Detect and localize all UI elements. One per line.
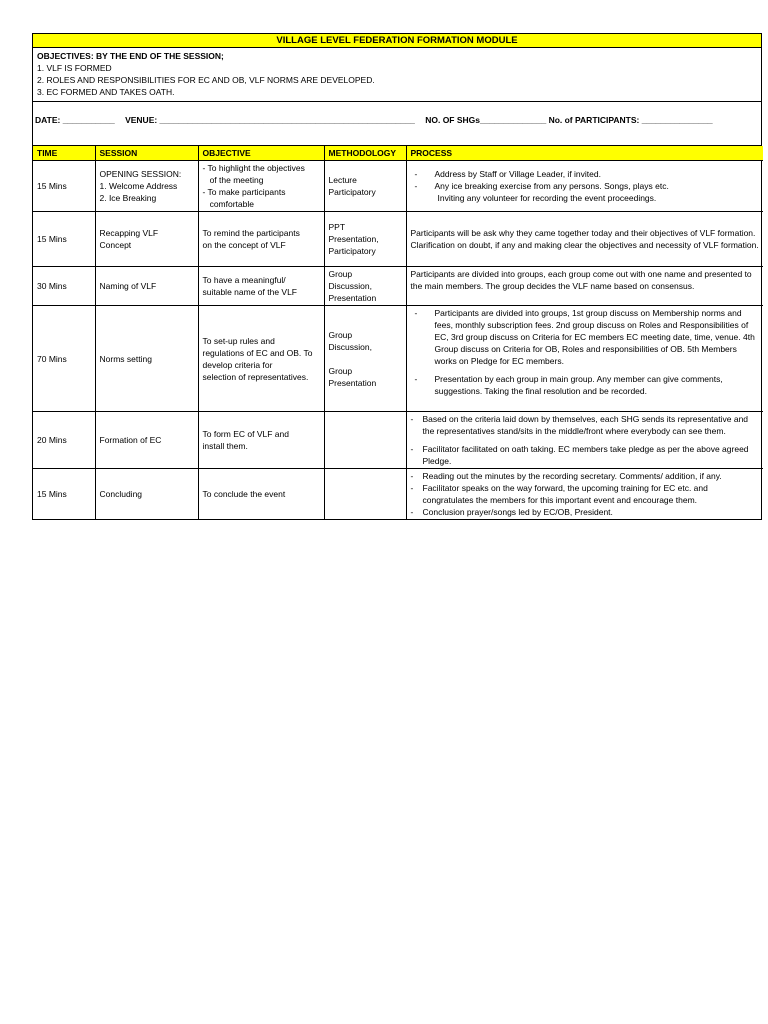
objective-line: of the meeting <box>202 175 264 185</box>
table-row <box>33 212 763 267</box>
participant-count-field: No. of PARTICIPANTS: _______________ <box>548 115 713 125</box>
table-row <box>33 412 763 469</box>
process-step <box>411 482 760 506</box>
process-step <box>411 443 760 467</box>
time-cell: 15 Mins <box>33 469 95 520</box>
objective-line: selection of representatives. <box>202 371 309 382</box>
objective-cell <box>198 212 324 267</box>
table-header-row <box>33 146 763 161</box>
session-cell <box>95 212 198 267</box>
bullet-dash: - <box>410 483 414 493</box>
methodology-cell <box>324 469 406 520</box>
methodology-line: Participatory <box>328 187 376 197</box>
column-header-process: PROCESS <box>406 146 763 161</box>
methodology-cell <box>324 412 406 469</box>
time-cell: 20 Mins <box>33 412 95 469</box>
process-step-text: Facilitator speaks on the way forward, the upcoming training for EC etc. and congratulates the members for this important event and encourage them. <box>422 483 708 505</box>
process-cell: Participants will be ask why they came together today and their objectives of VLF formation. Clarification on doubt, if any and making clear the objectives and necessity of VLF formation. <box>406 212 763 267</box>
column-header-objective: OBJECTIVE <box>198 146 324 161</box>
methodology-line <box>329 353 402 365</box>
column-header-time: TIME <box>33 146 95 161</box>
process-cell <box>406 161 763 212</box>
objectives-block <box>33 48 761 102</box>
bullet-dash: - <box>410 471 414 481</box>
session-cell <box>95 412 198 469</box>
objective-line: on the concept of VLF <box>202 240 286 250</box>
process-step <box>411 168 760 180</box>
process-step-text: Participants are divided into groups, 1st group discuss on Membership norms and fees, monthly subscription fees. 2nd group discuss on Roles and Responsibilities of EC, 3rd group discuss on Criteria for EC members EC meeting date, time, venue. 4th Group discuss on Criteria for OB, Roles and responsibilities of OB. 5th Members works on Pledge for EC members. <box>434 308 755 366</box>
session-line: 1. Welcome Address <box>99 181 178 191</box>
objective-line: develop criteria for <box>202 359 273 370</box>
session-line: Recapping VLF <box>99 228 159 238</box>
process-step-text: Reading out the minutes by the recording secretary. Comments/ addition, if any. <box>422 471 722 481</box>
methodology-cell <box>324 267 406 306</box>
process-step <box>411 506 760 518</box>
session-cell <box>95 306 198 412</box>
session-details-row <box>33 102 761 146</box>
process-step <box>411 470 760 482</box>
bullet-dash: - <box>414 374 418 384</box>
objective-cell <box>198 306 324 412</box>
bullet-dash: - <box>414 181 418 191</box>
objective-line: To form EC of VLF and <box>202 429 289 439</box>
process-step-text: Presentation by each group in main group. Any member can give comments, suggestions. Taking the final resolution and be recorded. <box>434 374 723 396</box>
process-cell <box>406 412 763 469</box>
shg-count-field: NO. OF SHGs______________ <box>425 115 547 125</box>
objective-line: To set-up rules and <box>202 335 275 346</box>
process-step-text: Facilitator facilitated on oath taking. EC members take pledge as per the above agreed Pledge. <box>422 444 749 466</box>
objective-line: - To make participants <box>202 187 286 197</box>
methodology-line: Group <box>328 329 353 340</box>
process-step <box>411 373 760 397</box>
objective-cell <box>198 469 324 520</box>
bullet-dash: - <box>410 507 414 517</box>
process-cell <box>406 306 763 412</box>
objective-line: To conclude the event <box>202 489 286 499</box>
session-line: Naming of VLF <box>99 281 157 291</box>
process-cell: Participants are divided into groups, each group come out with one name and presented to the main members. The group decides the VLF name based on consensus. <box>406 267 763 306</box>
objective-line: To remind the participants <box>202 228 300 238</box>
session-line: Concluding <box>99 489 143 499</box>
objective-cell <box>198 267 324 306</box>
objective-line: install them. <box>202 441 248 451</box>
process-step-text: Any ice breaking exercise from any persons. Songs, plays etc. <box>434 181 669 191</box>
objective-item: 1. VLF IS FORMED <box>37 63 112 73</box>
objective-item: 3. EC FORMED AND TAKES OATH. <box>37 87 175 97</box>
time-cell: 30 Mins <box>33 267 95 306</box>
bullet-dash <box>411 192 435 204</box>
methodology-cell <box>324 161 406 212</box>
bullet-dash: - <box>414 169 418 179</box>
column-header-session: SESSION <box>95 146 198 161</box>
methodology-cell <box>324 306 406 412</box>
session-cell <box>95 161 198 212</box>
process-step <box>411 180 760 192</box>
methodology-line: Presentation <box>328 377 377 388</box>
objective-line: comfortable <box>202 199 254 209</box>
objective-line: - To highlight the objectives <box>202 163 305 173</box>
process-step-text: Inviting any volunteer for recording the event proceedings. <box>437 193 657 203</box>
time-cell: 70 Mins <box>33 306 95 412</box>
time-cell: 15 Mins <box>33 161 95 212</box>
process-step <box>411 192 760 204</box>
methodology-line: Group <box>328 269 353 279</box>
process-cell <box>406 469 763 520</box>
bullet-dash: - <box>410 414 414 424</box>
methodology-line: PPT <box>328 222 346 232</box>
table-row <box>33 469 763 520</box>
methodology-line: Discussion, <box>328 341 372 352</box>
venue-field: VENUE: ______________________________________________________ <box>125 115 415 125</box>
date-field: DATE: ___________ <box>35 115 115 125</box>
objective-line: To have a meaningful/ <box>202 275 286 285</box>
session-cell <box>95 267 198 306</box>
session-line: 2. Ice Breaking <box>99 193 157 203</box>
objective-line: regulations of EC and OB. To <box>202 347 313 358</box>
time-cell: 15 Mins <box>33 212 95 267</box>
session-line: Norms setting <box>99 353 152 364</box>
objective-item: 2. ROLES AND RESPONSIBILITIES FOR EC AND OB, VLF NORMS ARE DEVELOPED. <box>37 75 375 85</box>
session-line: Formation of EC <box>99 435 162 445</box>
table-row <box>33 306 763 412</box>
objective-line: suitable name of the VLF <box>202 287 298 297</box>
objectives-heading: OBJECTIVES: BY THE END OF THE SESSION; <box>37 51 224 61</box>
objective-cell <box>198 412 324 469</box>
methodology-line: Lecture <box>328 175 357 185</box>
column-header-methodology: METHODOLOGY <box>324 146 406 161</box>
process-step <box>411 307 760 367</box>
session-cell <box>95 469 198 520</box>
objective-cell <box>198 161 324 212</box>
session-plan-table <box>33 146 763 519</box>
process-step <box>411 413 760 437</box>
table-row <box>33 267 763 306</box>
document-title: VILLAGE LEVEL FEDERATION FORMATION MODULE <box>33 34 761 48</box>
process-step-text: Address by Staff or Village Leader, if invited. <box>434 169 601 179</box>
session-line: Concept <box>99 240 132 250</box>
table-row <box>33 161 763 212</box>
methodology-cell <box>324 212 406 267</box>
bullet-dash: - <box>414 308 418 318</box>
methodology-line: Presentation, <box>328 234 379 244</box>
process-step-text: Based on the criteria laid down by themselves, each SHG sends its representative and the representatives stand/sits in the middle/front where everybody can see them. <box>422 414 749 436</box>
module-sheet <box>32 33 762 520</box>
methodology-line: Participatory <box>328 246 376 256</box>
session-line: OPENING SESSION: <box>99 169 182 179</box>
methodology-line: Presentation <box>328 293 377 303</box>
methodology-line: Group <box>328 365 353 376</box>
bullet-dash: - <box>410 444 414 454</box>
process-step-text: Conclusion prayer/songs led by EC/OB, President. <box>422 507 613 517</box>
methodology-line: Discussion, <box>328 281 372 291</box>
